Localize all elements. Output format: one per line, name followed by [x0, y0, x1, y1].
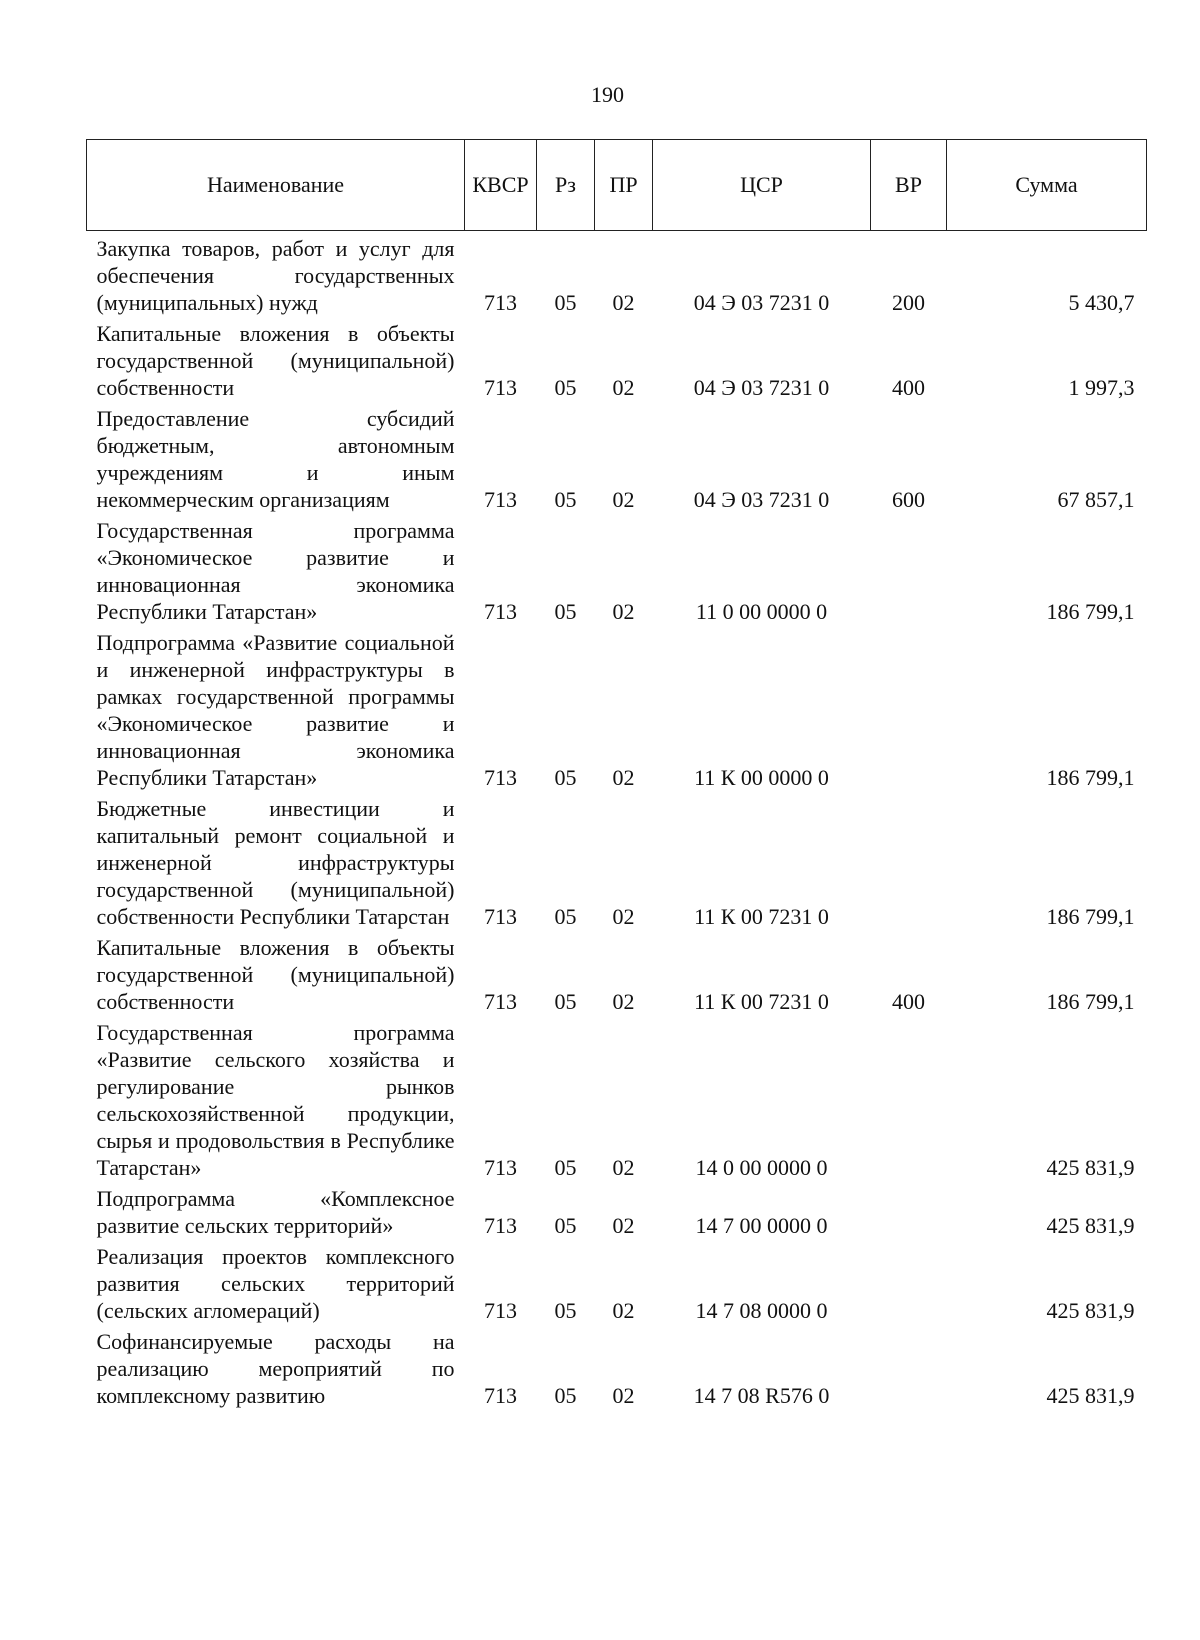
- row-name: Предоставление субсидий бюджетным, автономным учреждениям и иным некоммерческим организациям: [96, 406, 455, 512]
- row-pr: 02: [612, 1298, 635, 1323]
- row-name: Капитальные вложения в объекты государственной (муниципальной) собственности: [96, 321, 455, 400]
- row-rz: 05: [554, 599, 577, 624]
- row-vr: [871, 1328, 947, 1413]
- row-sum: 425 831,9: [1046, 1155, 1135, 1180]
- row-kvsr: 713: [484, 765, 517, 790]
- row-name: Государственная программа «Развитие сельского хозяйства и регулирование рынков сельскохозяйственной продукции, сырья и продовольствия в Республике Татарстан»: [96, 1020, 455, 1180]
- row-pr: 02: [612, 1383, 635, 1408]
- row-sum: 425 831,9: [1046, 1213, 1135, 1238]
- row-csr: 04 Э 03 7231 0: [693, 290, 830, 315]
- header-kvsr: КВСР: [465, 140, 537, 231]
- row-pr: 02: [612, 375, 635, 400]
- row-pr: 02: [612, 989, 635, 1014]
- table-row: [87, 795, 1147, 934]
- header-rz: Рз: [537, 140, 595, 231]
- row-sum: 67 857,1: [1057, 487, 1135, 512]
- row-csr: 14 7 00 0000 0: [695, 1213, 828, 1238]
- row-kvsr: 713: [484, 1155, 517, 1180]
- row-rz: 05: [554, 1213, 577, 1238]
- row-kvsr: 713: [484, 599, 517, 624]
- row-sum: 425 831,9: [1046, 1298, 1135, 1323]
- row-kvsr: 713: [484, 1383, 517, 1408]
- row-csr: 04 Э 03 7231 0: [693, 487, 830, 512]
- row-vr: [871, 517, 947, 629]
- row-vr: [871, 1243, 947, 1328]
- row-sum: 1 997,3: [1068, 375, 1135, 400]
- row-name: Государственная программа «Экономическое развитие и инновационная экономика Республики Татарстан»: [96, 518, 455, 624]
- table-row: [87, 1019, 1147, 1185]
- table-row: [87, 1185, 1147, 1243]
- row-pr: 02: [612, 904, 635, 929]
- row-rz: 05: [554, 1383, 577, 1408]
- row-name: Капитальные вложения в объекты государственной (муниципальной) собственности: [96, 935, 455, 1014]
- row-pr: 02: [612, 290, 635, 315]
- table-row: [87, 1328, 1147, 1413]
- row-csr: 11 К 00 0000 0: [694, 765, 829, 790]
- row-vr: [871, 795, 947, 934]
- row-vr: [871, 1019, 947, 1185]
- header-row: [87, 140, 1147, 231]
- table-row: [87, 320, 1147, 405]
- row-vr: 400: [892, 375, 925, 400]
- row-csr: 14 0 00 0000 0: [695, 1155, 828, 1180]
- row-rz: 05: [554, 1298, 577, 1323]
- row-csr: 11 0 00 0000 0: [695, 599, 828, 624]
- row-kvsr: 713: [484, 487, 517, 512]
- row-name: Софинансируемые расходы на реализацию мероприятий по комплексному развитию: [96, 1329, 455, 1408]
- row-sum: 186 799,1: [1046, 765, 1135, 790]
- header-name: Наименование: [87, 140, 465, 231]
- table-row: [87, 1243, 1147, 1328]
- row-pr: 02: [612, 765, 635, 790]
- row-vr: 600: [892, 487, 925, 512]
- row-kvsr: 713: [484, 375, 517, 400]
- row-name: Бюджетные инвестиции и капитальный ремонт социальной и инженерной инфраструктуры государственной (муниципальной) собственности Республики Татарстан: [96, 796, 455, 929]
- row-pr: 02: [612, 1155, 635, 1180]
- row-pr: 02: [612, 487, 635, 512]
- row-csr: 11 К 00 7231 0: [694, 904, 829, 929]
- row-rz: 05: [554, 487, 577, 512]
- table-header: [87, 140, 1147, 231]
- budget-table: [86, 139, 1147, 1413]
- row-vr: 200: [892, 290, 925, 315]
- row-rz: 05: [554, 1155, 577, 1180]
- row-csr: 11 К 00 7231 0: [694, 989, 829, 1014]
- row-pr: 02: [612, 1213, 635, 1238]
- row-kvsr: 713: [484, 1213, 517, 1238]
- row-rz: 05: [554, 290, 577, 315]
- row-rz: 05: [554, 375, 577, 400]
- row-vr: 400: [892, 989, 925, 1014]
- row-rz: 05: [554, 989, 577, 1014]
- row-pr: 02: [612, 599, 635, 624]
- row-sum: 425 831,9: [1046, 1383, 1135, 1408]
- row-rz: 05: [554, 904, 577, 929]
- row-kvsr: 713: [484, 290, 517, 315]
- table-row: [87, 629, 1147, 795]
- header-vr: ВР: [871, 140, 947, 231]
- row-sum: 186 799,1: [1046, 904, 1135, 929]
- table-row: [87, 934, 1147, 1019]
- row-sum: 5 430,7: [1068, 290, 1135, 315]
- row-sum: 186 799,1: [1046, 989, 1135, 1014]
- row-kvsr: 713: [484, 989, 517, 1014]
- header-pr: ПР: [595, 140, 653, 231]
- page-number: 190: [591, 82, 624, 107]
- row-kvsr: 713: [484, 904, 517, 929]
- row-name: Реализация проектов комплексного развития сельских территорий (сельских агломераций): [96, 1244, 455, 1323]
- table-row: [87, 517, 1147, 629]
- header-csr: ЦСР: [653, 140, 871, 231]
- row-vr: [871, 629, 947, 795]
- row-kvsr: 713: [484, 1298, 517, 1323]
- table-row: [87, 405, 1147, 517]
- table-row: [87, 231, 1147, 321]
- row-rz: 05: [554, 765, 577, 790]
- table-body: [87, 231, 1147, 1414]
- row-vr: [871, 1185, 947, 1243]
- row-csr: 14 7 08 R576 0: [693, 1383, 830, 1408]
- row-name: Подпрограмма «Развитие социальной и инженерной инфраструктуры в рамках государственной программы «Экономическое развитие и инновационная экономика Республики Татарстан»: [96, 630, 455, 790]
- row-name: Закупка товаров, работ и услуг для обеспечения государственных (муниципальных) нужд: [96, 236, 455, 315]
- row-sum: 186 799,1: [1046, 599, 1135, 624]
- header-sum: Сумма: [947, 140, 1147, 231]
- row-name: Подпрограмма «Комплексное развитие сельских территорий»: [96, 1186, 455, 1238]
- row-csr: 14 7 08 0000 0: [695, 1298, 828, 1323]
- row-csr: 04 Э 03 7231 0: [693, 375, 830, 400]
